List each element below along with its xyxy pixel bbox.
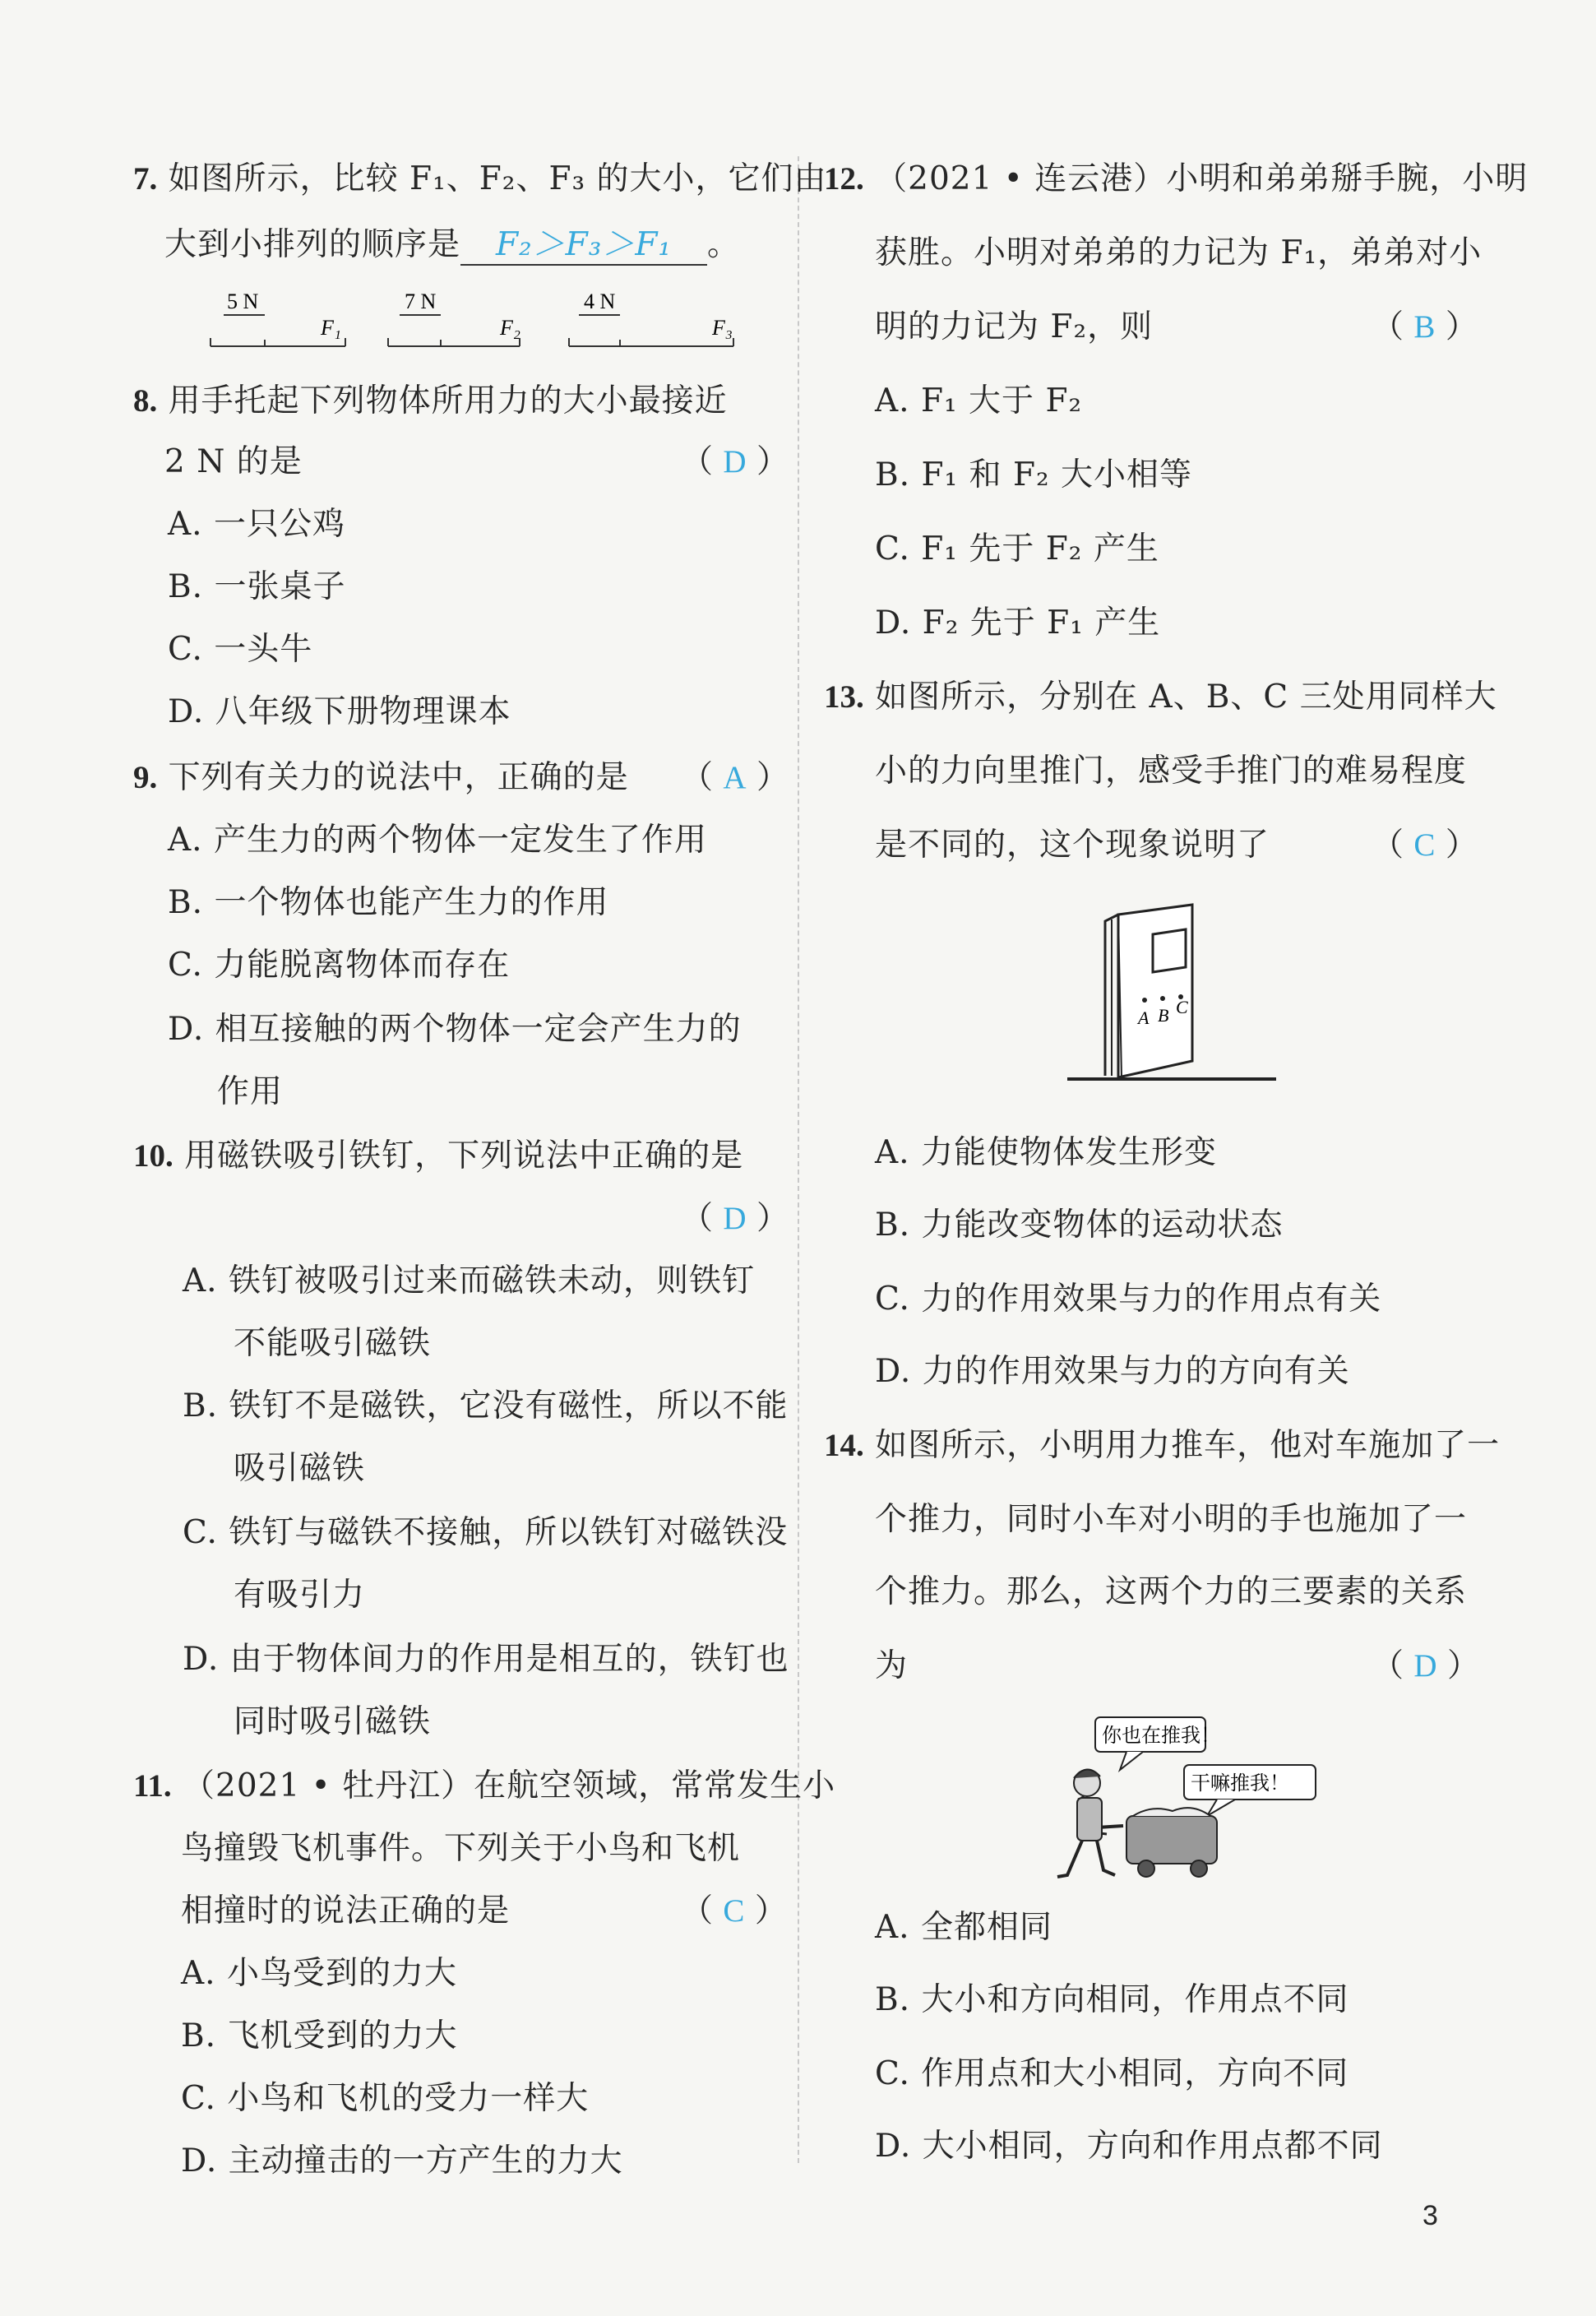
q14-option-a: A. 全都相同 xyxy=(875,1909,1052,1946)
q9-option-c: C. 力能脱离物体而存在 xyxy=(168,947,511,984)
q8-text-line2: 2 N 的是 xyxy=(164,443,303,480)
q10-number: 10. xyxy=(133,1138,173,1174)
q8-text-line1: 用手托起下列物体所用力的大小最接近 xyxy=(168,382,728,419)
q12-option-d: D. F₂ 先于 F₁ 产生 xyxy=(875,604,1161,642)
q12-text-line2: 获胜。小明对弟弟的力记为 F₁，弟弟对小 xyxy=(875,234,1483,271)
q10-line1 xyxy=(133,1135,743,1178)
q10-option-c-cont: 有吸引力 xyxy=(234,1577,366,1614)
force-f3-label: F₃ xyxy=(712,316,733,340)
q13-text-line1: 如图所示，分别在 A、B、C 三处用同样大 xyxy=(875,679,1497,716)
q8-line1 xyxy=(133,380,728,423)
q7-line1 xyxy=(133,158,827,201)
speech-bubble-cart: 干嘛推我！ xyxy=(1191,1773,1289,1795)
q8-option-b: B. 一张桌子 xyxy=(168,568,346,605)
q14-option-d: D. 大小相同，方向和作用点都不同 xyxy=(875,2128,1383,2165)
q9-option-b: B. 一个物体也能产生力的作用 xyxy=(168,884,609,921)
force-f3-magnitude: 4 N xyxy=(584,290,616,313)
force-f2-label: F₂ xyxy=(500,316,520,340)
page-number: 3 xyxy=(1423,2200,1438,2231)
force-f2-magnitude: 7 N xyxy=(405,290,437,313)
force-diagram xyxy=(197,284,756,358)
q11-option-c: C. 小鸟和飞机的受力一样大 xyxy=(181,2080,590,2117)
force-f1 xyxy=(210,290,345,346)
q13-option-b: B. 力能改变物体的运动状态 xyxy=(875,1207,1284,1244)
q10-answer-paren: （ D ） xyxy=(681,1200,789,1237)
q12-option-a: A. F₁ 大于 F₂ xyxy=(875,382,1083,419)
q13-answer: C xyxy=(1413,827,1436,863)
q12-answer: B xyxy=(1413,309,1436,345)
q11-text-line3: 相撞时的说法正确的是 xyxy=(181,1892,511,1929)
q12-answer-paren: （ B ） xyxy=(1372,308,1478,345)
q13-text-line2: 小的力向里推门，感受手推门的难易程度 xyxy=(875,753,1468,790)
q12-number: 12. xyxy=(824,161,864,197)
q14-text-line4: 为 xyxy=(875,1647,909,1684)
q14-number: 14. xyxy=(824,1428,864,1463)
q13-option-a: A. 力能使物体发生形变 xyxy=(875,1134,1217,1171)
q11-line1 xyxy=(133,1765,835,1808)
speech-bubble-boy: 你也在推我！ xyxy=(1102,1725,1220,1747)
q14-text-line1: 如图所示，小明用力推车，他对车施加了一 xyxy=(875,1427,1501,1464)
q9-option-d-cont: 作用 xyxy=(217,1073,284,1110)
door-illustration xyxy=(1061,896,1283,1086)
q9-line1 xyxy=(133,757,629,799)
force-f1-magnitude: 5 N xyxy=(227,290,259,313)
q14-answer-paren: （ D ） xyxy=(1372,1647,1479,1684)
door-point-b: B xyxy=(1158,1005,1169,1026)
force-f3 xyxy=(569,290,733,346)
q7-text-line2: 大到小排列的顺序是 xyxy=(164,226,461,263)
q11-text-line1: （2021 • 牡丹江）在航空领域，常常发生小 xyxy=(183,1767,836,1804)
q11-option-a: A. 小鸟受到的力大 xyxy=(181,1955,457,1992)
q10-option-a-cont: 不能吸引磁铁 xyxy=(234,1325,432,1362)
q11-option-d: D. 主动撞击的一方产生的力大 xyxy=(181,2142,623,2179)
q14-text-line2: 个推力，同时小车对小明的手也施加了一 xyxy=(875,1501,1468,1538)
q14-option-c: C. 作用点和大小相同，方向不同 xyxy=(875,2055,1349,2092)
q14-line1 xyxy=(824,1424,1500,1467)
q11-answer: C xyxy=(723,1893,745,1929)
q10-text-line1: 用磁铁吸引铁钉，下列说法中正确的是 xyxy=(184,1137,744,1174)
q9-answer-paren: （ A ） xyxy=(681,759,789,796)
q10-option-a: A. 铁钉被吸引过来而磁铁未动，则铁钉 xyxy=(183,1262,755,1299)
q14-answer: D xyxy=(1413,1648,1437,1684)
door-point-a: A xyxy=(1138,1007,1150,1028)
force-f2 xyxy=(388,290,520,346)
q10-answer: D xyxy=(723,1201,747,1236)
q8-option-a: A. 一只公鸡 xyxy=(168,506,345,543)
q7-number: 7. xyxy=(133,161,158,197)
q11-answer-paren: （ C ） xyxy=(681,1892,787,1929)
q14-text-line3: 个推力。那么，这两个力的三要素的关系 xyxy=(875,1573,1468,1610)
q11-number: 11. xyxy=(133,1768,172,1804)
q11-text-line2: 鸟撞毁飞机事件。下列关于小鸟和飞机 xyxy=(181,1830,741,1867)
q13-text-line3: 是不同的，这个现象说明了 xyxy=(875,827,1270,864)
q8-answer-paren: （ D ） xyxy=(681,443,789,480)
q8-option-d: D. 八年级下册物理课本 xyxy=(168,693,511,730)
q8-number: 8. xyxy=(133,383,158,419)
q9-option-d: D. 相互接触的两个物体一定会产生力的 xyxy=(168,1011,742,1048)
q12-option-c: C. F₁ 先于 F₂ 产生 xyxy=(875,530,1159,567)
q12-line1 xyxy=(824,158,1528,201)
q10-option-d-cont: 同时吸引磁铁 xyxy=(234,1703,432,1740)
push-cart-illustration xyxy=(1028,1712,1324,1885)
q7-text-end: 。 xyxy=(707,226,741,263)
q12-text-line1: （2021 • 连云港）小明和弟弟掰手腕，小明 xyxy=(875,160,1529,197)
q7-answer-blank: F₂＞F₃＞F₁ xyxy=(460,226,707,266)
q10-option-b: B. 铁钉不是磁铁，它没有磁性，所以不能 xyxy=(183,1387,789,1424)
column-divider xyxy=(798,156,799,2163)
q8-answer: D xyxy=(723,444,747,479)
q9-text-line1: 下列有关力的说法中，正确的是 xyxy=(168,759,629,796)
q13-option-d: D. 力的作用效果与力的方向有关 xyxy=(875,1353,1350,1390)
q9-answer: A xyxy=(723,760,747,795)
door-point-c: C xyxy=(1176,997,1188,1017)
q9-number: 9. xyxy=(133,760,158,795)
q13-option-c: C. 力的作用效果与力的作用点有关 xyxy=(875,1281,1382,1318)
q13-line1 xyxy=(824,676,1497,719)
q13-answer-paren: （ C ） xyxy=(1372,827,1478,864)
q10-option-d: D. 由于物体间力的作用是相互的，铁钉也 xyxy=(183,1641,789,1678)
q14-option-b: B. 大小和方向相同，作用点不同 xyxy=(875,1981,1349,2018)
q11-option-b: B. 飞机受到的力大 xyxy=(181,2017,458,2054)
q12-text-line3: 明的力记为 F₂，则 xyxy=(875,308,1154,345)
q9-option-a: A. 产生力的两个物体一定发生了作用 xyxy=(168,822,707,859)
q7-text-line1: 如图所示，比较 F₁、F₂、F₃ 的大小，它们由 xyxy=(168,160,827,197)
force-f1-label: F₁ xyxy=(321,316,341,340)
q8-option-c: C. 一头牛 xyxy=(168,631,313,668)
q10-option-b-cont: 吸引磁铁 xyxy=(234,1450,366,1487)
q12-option-b: B. F₁ 和 F₂ 大小相等 xyxy=(875,456,1193,493)
q10-option-c: C. 铁钉与磁铁不接触，所以铁钉对磁铁没 xyxy=(183,1514,789,1551)
q13-number: 13. xyxy=(824,679,864,715)
q7-line2 xyxy=(164,224,740,266)
